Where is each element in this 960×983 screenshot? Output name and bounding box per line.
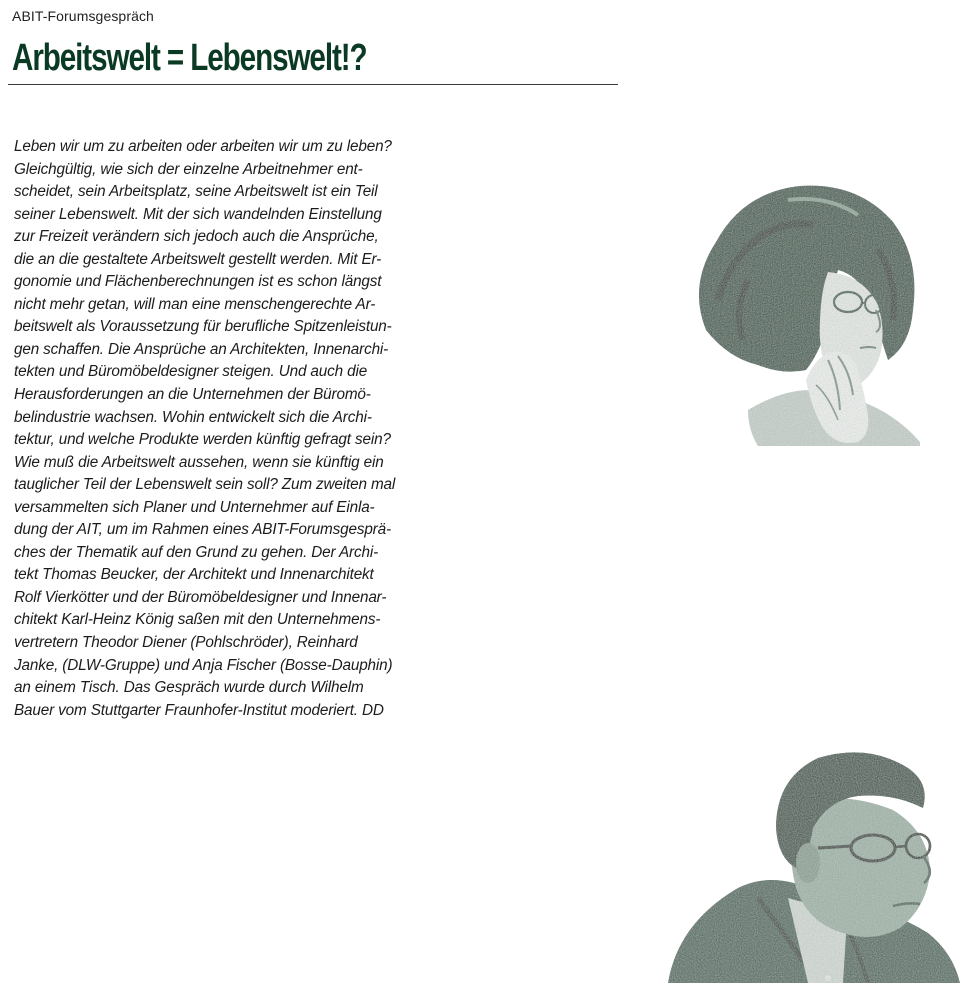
intro-line: scheidet, sein Arbeitsplatz, seine Arbeitswelt ist ein Teil: [14, 183, 378, 201]
intro-line: tauglicher Teil der Lebenswelt sein soll? Zum zweiten mal: [14, 476, 396, 494]
section-kicker: ABIT-Forumsgespräch: [12, 8, 154, 24]
intro-line: Gleichgültig, wie sich der einzelne Arbeitnehmer ent-: [14, 160, 363, 178]
intro-line: tekt Thomas Beucker, der Architekt und Innenarchitekt: [14, 566, 374, 584]
intro-line: vertretern Theodor Diener (Pohlschröder), Reinhard: [14, 634, 358, 652]
intro-line: tektur, und welche Produkte werden künftig gefragt sein?: [14, 431, 391, 449]
intro-paragraph: [14, 136, 454, 722]
intro-line: gen schaffen. Die Ansprüche an Architekten, Innenarchi-: [14, 340, 389, 358]
intro-line: tekten und Büromöbeldesigner steigen. Und auch die: [14, 363, 368, 381]
intro-line: Bauer vom Stuttgarter Fraunhofer-Institut moderiert. DD: [14, 701, 384, 719]
intro-line: versammelten sich Planer und Unternehmer auf Einla-: [14, 498, 375, 516]
intro-line: die an die gestaltete Arbeitswelt gestellt werden. Mit Er-: [14, 250, 382, 268]
article-title: Arbeitswelt = Lebenswelt!?: [12, 37, 367, 79]
intro-line: nicht mehr getan, will man eine menschengerechte Ar-: [14, 295, 376, 313]
intro-line: Rolf Vierkötter und der Büromöbeldesigner und Innenar-: [14, 588, 387, 606]
intro-line: Leben wir um zu arbeiten oder arbeiten wir um zu leben?: [14, 138, 392, 155]
intro-line: seiner Lebenswelt. Mit der sich wandelnden Einstellung: [14, 205, 382, 223]
intro-line: dung der AIT, um im Rahmen eines ABIT-Forumsgesprä-: [14, 521, 391, 539]
intro-line: chitekt Karl-Heinz König saßen mit den Unternehmens-: [14, 611, 381, 629]
man-portrait-icon: [668, 748, 960, 983]
intro-line: beitswelt als Voraussetzung für berufliche Spitzenleistun-: [14, 318, 392, 336]
intro-line: belindustrie wachsen. Wohin entwickelt sich die Archi-: [14, 408, 372, 426]
intro-line: an einem Tisch. Das Gespräch wurde durch Wilhelm: [14, 679, 364, 697]
title-divider: [8, 84, 618, 85]
intro-line: zur Freizeit verändern sich jedoch auch die Ansprüche,: [14, 228, 379, 246]
woman-portrait-icon: [688, 180, 920, 446]
intro-line: gonomie und Flächenberechnungen ist es schon längst: [14, 273, 382, 291]
intro-line: Herausforderungen an die Unternehmen der Büromö-: [14, 386, 371, 404]
intro-line: ches der Thematik auf den Grund zu gehen. Der Archi-: [14, 543, 379, 561]
intro-line: Wie muß die Arbeitswelt aussehen, wenn sie künftig ein: [14, 453, 384, 471]
intro-line: Janke, (DLW-Gruppe) und Anja Fischer (Bosse-Dauphin): [14, 656, 393, 674]
